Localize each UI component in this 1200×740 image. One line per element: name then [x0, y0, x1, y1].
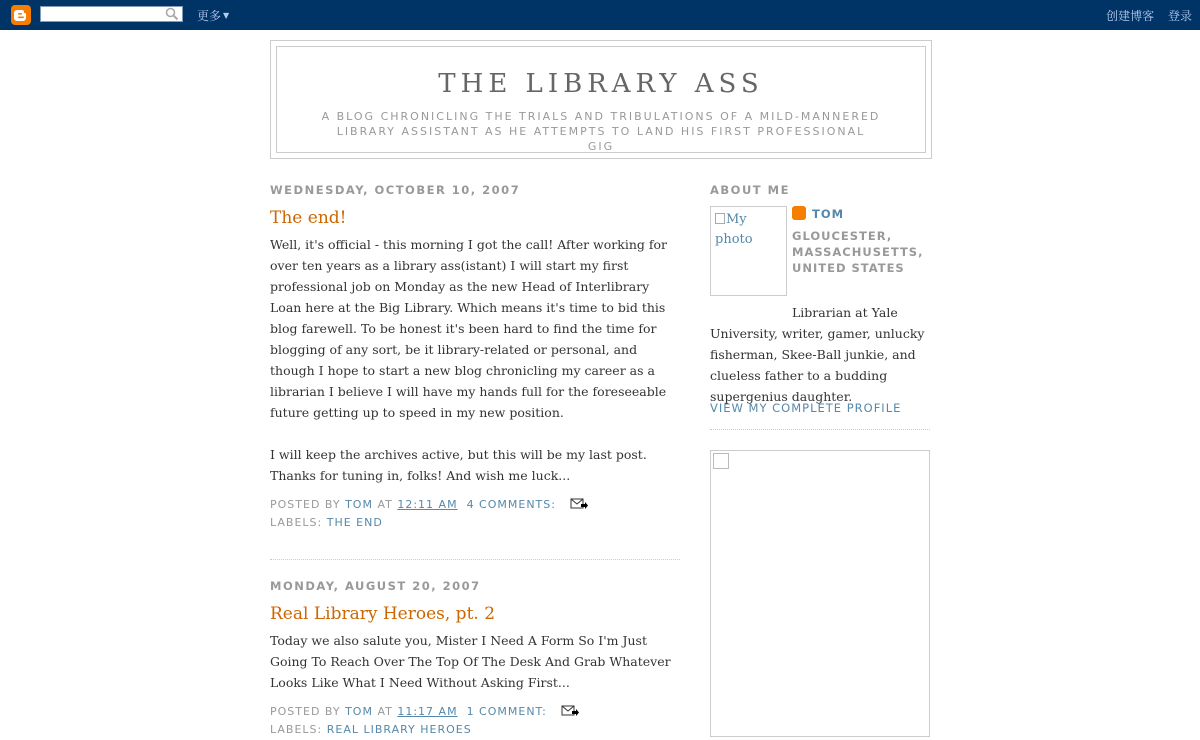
posted-by-label: POSTED BY	[270, 498, 341, 511]
post-title-link[interactable]: Real Library Heroes, pt. 2	[270, 604, 496, 624]
blog-title[interactable]: THE LIBRARY ASS	[438, 69, 764, 99]
post-divider	[270, 559, 680, 560]
post-paragraph: Today we also salute you, Mister I Need A Form So I'm Just Going To Reach Over The Top Of The Desk And Grab Whatever Looks Like What I Need Without Asking First...	[270, 633, 671, 690]
post-date: MONDAY, AUGUST 20, 2007	[270, 579, 481, 593]
profile-location: GLOUCESTER, MASSACHUSETTS, UNITED STATES	[792, 229, 924, 275]
about-me-header: ABOUT ME	[710, 183, 790, 197]
post-paragraph: I will keep the archives active, but this will be my last post. Thanks for tuning in, folks! And wish me luck...	[270, 447, 647, 483]
post-byline	[270, 496, 680, 514]
blogger-profile-icon	[792, 206, 806, 220]
navbar-more-label: 更多	[197, 9, 222, 23]
email-post-icon[interactable]	[561, 704, 579, 718]
posted-by-label: POSTED BY	[270, 705, 341, 718]
navbar-search-input[interactable]	[40, 6, 183, 22]
view-profile-link[interactable]: VIEW MY COMPLETE PROFILE	[710, 401, 902, 415]
navbar-more-menu[interactable]	[197, 7, 229, 24]
comments-link[interactable]: 1 COMMENT:	[466, 705, 547, 718]
sidebar-divider	[710, 429, 930, 430]
blogger-logo-icon[interactable]	[11, 5, 31, 25]
main-column	[270, 183, 680, 739]
post-permalink[interactable]: 12:11 AM	[397, 498, 458, 511]
chevron-down-icon: ▼	[223, 11, 230, 20]
login-link[interactable]: 登录	[1167, 9, 1192, 23]
post-body	[270, 234, 680, 486]
post-body	[270, 630, 680, 693]
post-footer	[270, 496, 680, 532]
labels-prefix: LABELS:	[270, 516, 323, 529]
profile-bio: Librarian at Yale University, writer, gamer, unlucky fisherman, Skee-Ball junkie, and clueless father to a budding supergenius daughter.	[710, 305, 925, 404]
profile-photo[interactable]	[710, 206, 787, 296]
post-labels	[270, 514, 680, 532]
sidebar-image	[710, 450, 930, 737]
post-paragraph: Well, it's official - this morning I got the call! After working for over ten years as a library ass(istant) I will start my first professional job on Monday as the new Head of Interlibrary Loan here at the Big Library. Which means it's time to bid this blog farewell. To be honest it's been hard to find the time for blogging of any sort, be it library-related or personal, and though I hope to start a new blog chronicling my career as a librarian I believe I will have my hands full for the foreseeable future getting up to speed in my new position.	[270, 237, 667, 420]
post	[270, 183, 680, 532]
email-post-icon[interactable]	[570, 497, 588, 511]
search-icon[interactable]	[165, 7, 179, 21]
profile-name-link[interactable]	[792, 206, 844, 221]
author-link[interactable]: TOM	[345, 705, 373, 718]
broken-image-icon	[715, 213, 725, 224]
label-link[interactable]: THE END	[326, 516, 383, 529]
post-title-link[interactable]: The end!	[270, 208, 347, 228]
blog-header-inner	[276, 46, 926, 153]
label-link[interactable]: REAL LIBRARY HEROES	[326, 723, 472, 736]
post	[270, 579, 680, 739]
broken-image-icon	[713, 453, 729, 469]
at-label: AT	[377, 705, 393, 718]
post-date: WEDNESDAY, OCTOBER 10, 2007	[270, 183, 521, 197]
post-permalink[interactable]: 11:17 AM	[397, 705, 458, 718]
blog-header	[270, 40, 932, 159]
create-blog-link[interactable]: 创建博客	[1106, 9, 1155, 23]
comments-link[interactable]: 4 COMMENTS:	[466, 498, 556, 511]
profile-photo-alt: My photo	[715, 212, 753, 247]
post-footer	[270, 703, 680, 739]
post-byline	[270, 703, 680, 721]
labels-prefix: LABELS:	[270, 723, 323, 736]
blogger-navbar	[0, 0, 1200, 30]
author-link[interactable]: TOM	[345, 498, 373, 511]
at-label: AT	[377, 498, 393, 511]
blog-description: A BLOG CHRONICLING THE TRIALS AND TRIBULATIONS OF A MILD-MANNERED LIBRARY ASSISTANT AS HE ATTEMPTS TO LAND HIS FIRST PROFESSIONAL GIG	[321, 110, 881, 153]
profile-name: TOM	[812, 207, 845, 221]
post-labels	[270, 721, 680, 739]
profile-widget	[710, 206, 930, 404]
navbar-right-links	[1096, 7, 1192, 24]
sidebar	[710, 183, 930, 737]
